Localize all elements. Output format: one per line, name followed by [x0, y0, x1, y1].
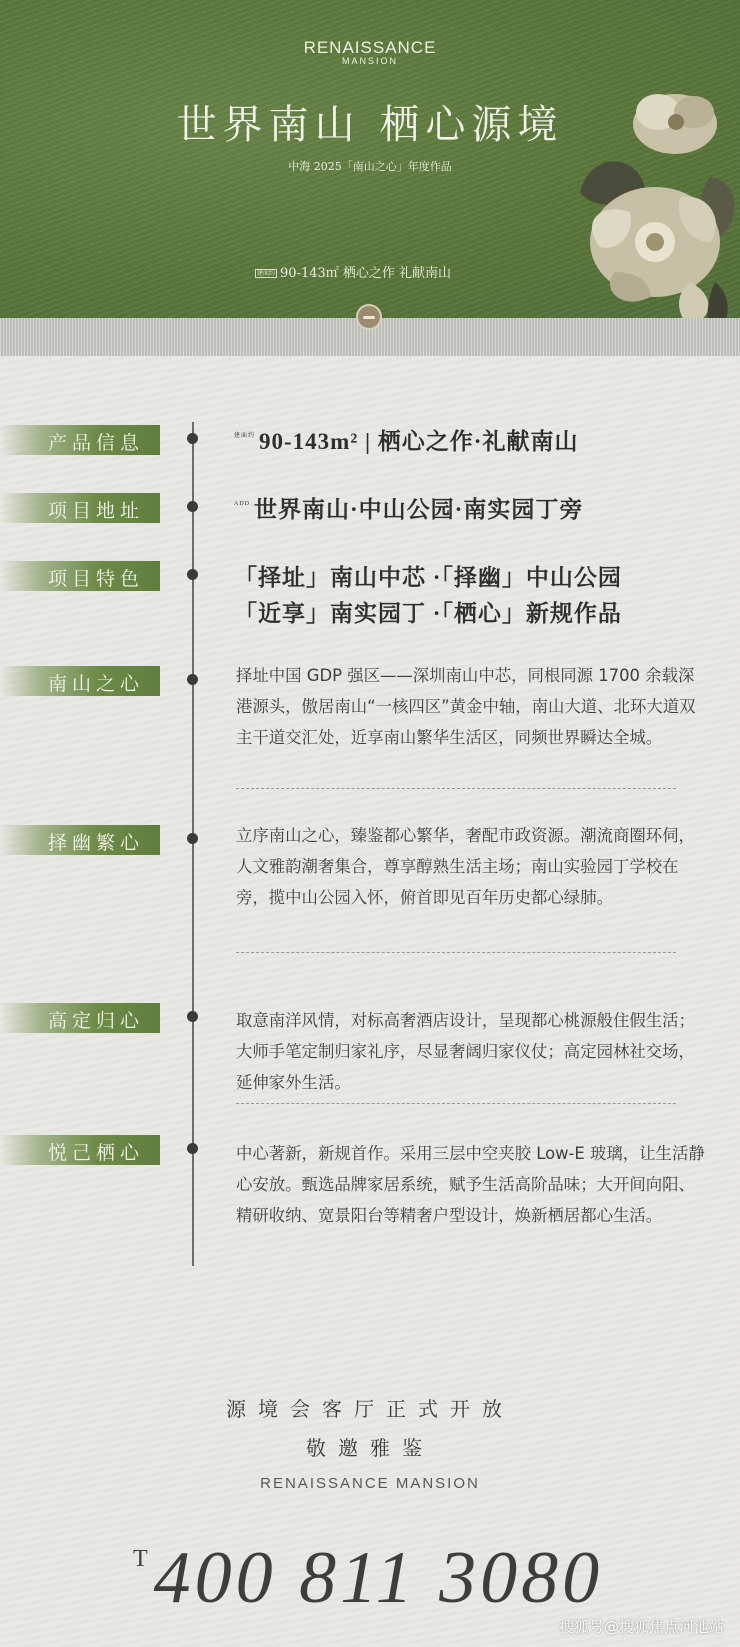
tag-project-address: 项目地址 — [0, 493, 160, 523]
timeline-dot — [187, 674, 198, 685]
timeline-dot — [187, 1143, 198, 1154]
timeline-dot — [187, 833, 198, 844]
project-features-line1: 「择址」南山中芯 ·「择幽」中山公园 — [234, 565, 622, 590]
size-prefix: 建面约 — [257, 270, 276, 277]
timeline-dot — [187, 433, 198, 444]
medallion-icon — [356, 304, 382, 330]
cta-headline: 源境会客厅正式开放 — [226, 1397, 514, 1421]
size-text: 90-143㎡ 栖心之作 礼献南山 — [280, 266, 452, 281]
cta-subline: 敬邀雅鉴 — [306, 1436, 434, 1460]
hero-title: 世界南山 栖心源境 — [176, 102, 564, 148]
project-address-value: $^{ADD}$ 世界南山·中山公园·南实园丁旁 — [234, 497, 584, 522]
timeline-dot — [187, 569, 198, 580]
section-living-text: 中心著新，新规首作。采用三层中空夹胶 Low-E 玻璃，让生活静心安放。甄选品牌家居系统，赋予生活高阶品味；大开间向阳、精研收纳、宽景阳台等精奢户型设计，焕新栖居都心生活。 — [236, 1144, 705, 1225]
brand-logo-line1: RENAISSANCE — [303, 38, 437, 57]
watermark: 搜狐号@搜狐焦点河池站 — [558, 1618, 724, 1636]
timeline-dot — [187, 1011, 198, 1022]
divider — [236, 952, 676, 953]
section-bespoke-text: 取意南洋风情，对标高奢酒店设计，呈现都心桃源般住假生活；大师手笔定制归家礼序，尽显奢阔归家仪仗；高定园林社交场，延伸家外生活。 — [236, 1011, 695, 1092]
brand-logo-line2: MANSION — [341, 56, 398, 66]
divider — [236, 788, 676, 789]
flower-illustration — [560, 82, 740, 342]
divider — [236, 1103, 676, 1104]
tag-section-bespoke: 高定归心 — [0, 1003, 160, 1033]
tag-section-living: 悦己栖心 — [0, 1135, 160, 1165]
phone-digits: 400 811 3080 — [153, 1537, 604, 1619]
timeline-line — [192, 422, 194, 1266]
tag-section-heart: 南山之心 — [0, 666, 160, 696]
timeline-dot — [187, 501, 198, 512]
phone-prefix: T — [133, 1546, 152, 1572]
project-features-line2: 「近享」南实园丁 ·「栖心」新规作品 — [234, 601, 622, 626]
hero-subtitle: 中海 2025「南山之心」年度作品 — [288, 160, 452, 173]
tag-product-info: 产品信息 — [0, 425, 160, 455]
tag-project-features: 项目特色 — [0, 561, 160, 591]
hero-size-line — [255, 262, 451, 281]
cta-brand: RENAISSANCE MANSION — [260, 1475, 480, 1492]
phone-number[interactable] — [133, 1536, 603, 1621]
product-info-value: $^{建面约}$ 90-143m² | 栖心之作·礼献南山 — [234, 429, 579, 454]
section-heart-text: 择址中国 GDP 强区——深圳南山中芯，同根同源 1700 余载深港源头，傲居南山“一核四区”黄金中轴，南山大道、北环大道双主干道交汇处，近享南山繁华生活区，同频世界瞬达全城。 — [236, 666, 696, 747]
section-prosperity-text: 立序南山之心，臻鉴都心繁华，奢配市政资源。潮流商圈环伺，人文雅韵潮奢集合，尊享醇熟生活主场；南山实验园丁学校在旁，揽中山公园入怀，俯首即见百年历史都心绿肺。 — [236, 826, 695, 907]
tag-section-prosperity: 择幽繁心 — [0, 825, 160, 855]
